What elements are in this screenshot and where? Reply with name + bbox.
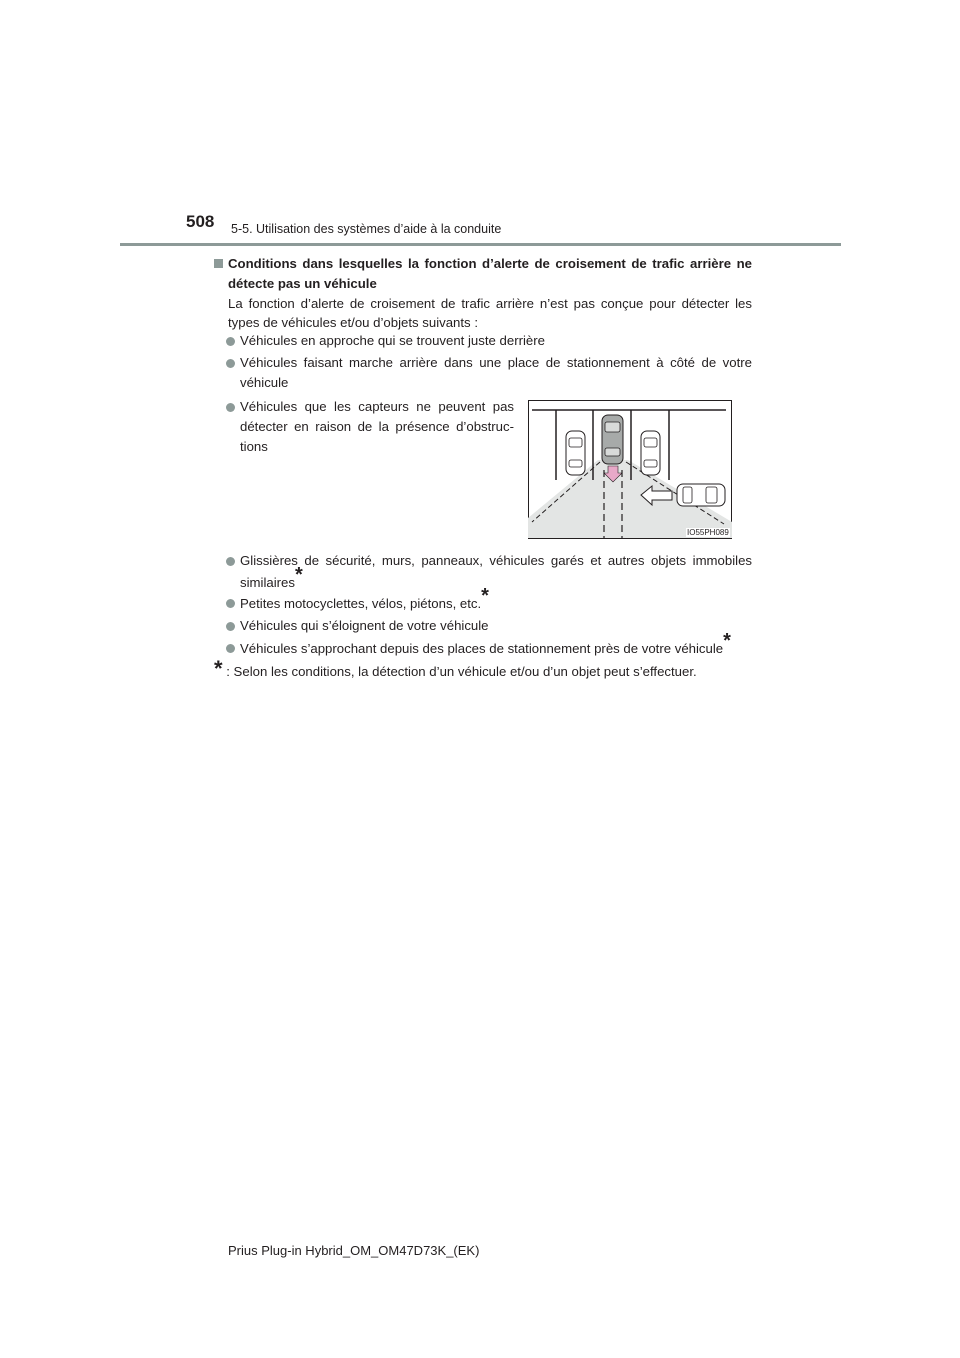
- asterisk-icon: *: [214, 656, 223, 681]
- list-item: Glissières de sécurité, murs, panneaux, véhicules garés et autres objets immobiles similaires*: [240, 553, 752, 590]
- section-title: 5-5. Utilisation des systèmes d’aide à la conduite: [231, 222, 502, 236]
- bullet-dot-icon: [226, 622, 235, 631]
- bullet-dot-icon: [226, 599, 235, 608]
- parking-diagram: [528, 400, 732, 539]
- bullet-dot-icon: [226, 557, 235, 566]
- page-number: 508: [186, 212, 215, 231]
- document-footer: Prius Plug-in Hybrid_OM_OM47D73K_(EK): [228, 1243, 480, 1258]
- list-item: Véhicules que les capteurs ne peuvent pas détecter en raison de la présence d’obstruc-tions: [240, 399, 514, 454]
- bullet-dot-icon: [226, 337, 235, 346]
- list-item: Véhicules en approche qui se trouvent juste derrière: [240, 333, 545, 348]
- list-item: Véhicules qui s’éloignent de votre véhicule: [240, 618, 489, 633]
- asterisk-icon: *: [294, 564, 303, 586]
- header-rule: [120, 243, 841, 246]
- bullet-dot-icon: [226, 403, 235, 412]
- intro-paragraph: La fonction d’alerte de croisement de trafic arrière n’est pas conçue pour détecter les types de véhicules et/ou d’objets suivants :: [228, 296, 752, 330]
- footnote: * : Selon les conditions, la détection d’un véhicule et/ou d’un objet peut s’effectuer.: [214, 656, 697, 681]
- list-item: Véhicules s’approchant depuis des places de stationnement près de votre véhicule*: [240, 630, 731, 656]
- list-item: Petites motocyclettes, vélos, piétons, etc.*: [240, 585, 489, 611]
- bullet-dot-icon: [226, 644, 235, 653]
- asterisk-icon: *: [723, 630, 731, 652]
- list-item: Véhicules faisant marche arrière dans une place de stationnement à côté de votre véhicule: [240, 355, 752, 390]
- asterisk-icon: *: [481, 585, 489, 607]
- bullet-dot-icon: [226, 359, 235, 368]
- section-heading: Conditions dans lesquelles la fonction d’alerte de croisement de trafic arrière ne détecte pas un véhicule: [228, 256, 752, 291]
- figure-code: IO55PH089: [687, 528, 729, 537]
- square-bullet-icon: [214, 259, 223, 268]
